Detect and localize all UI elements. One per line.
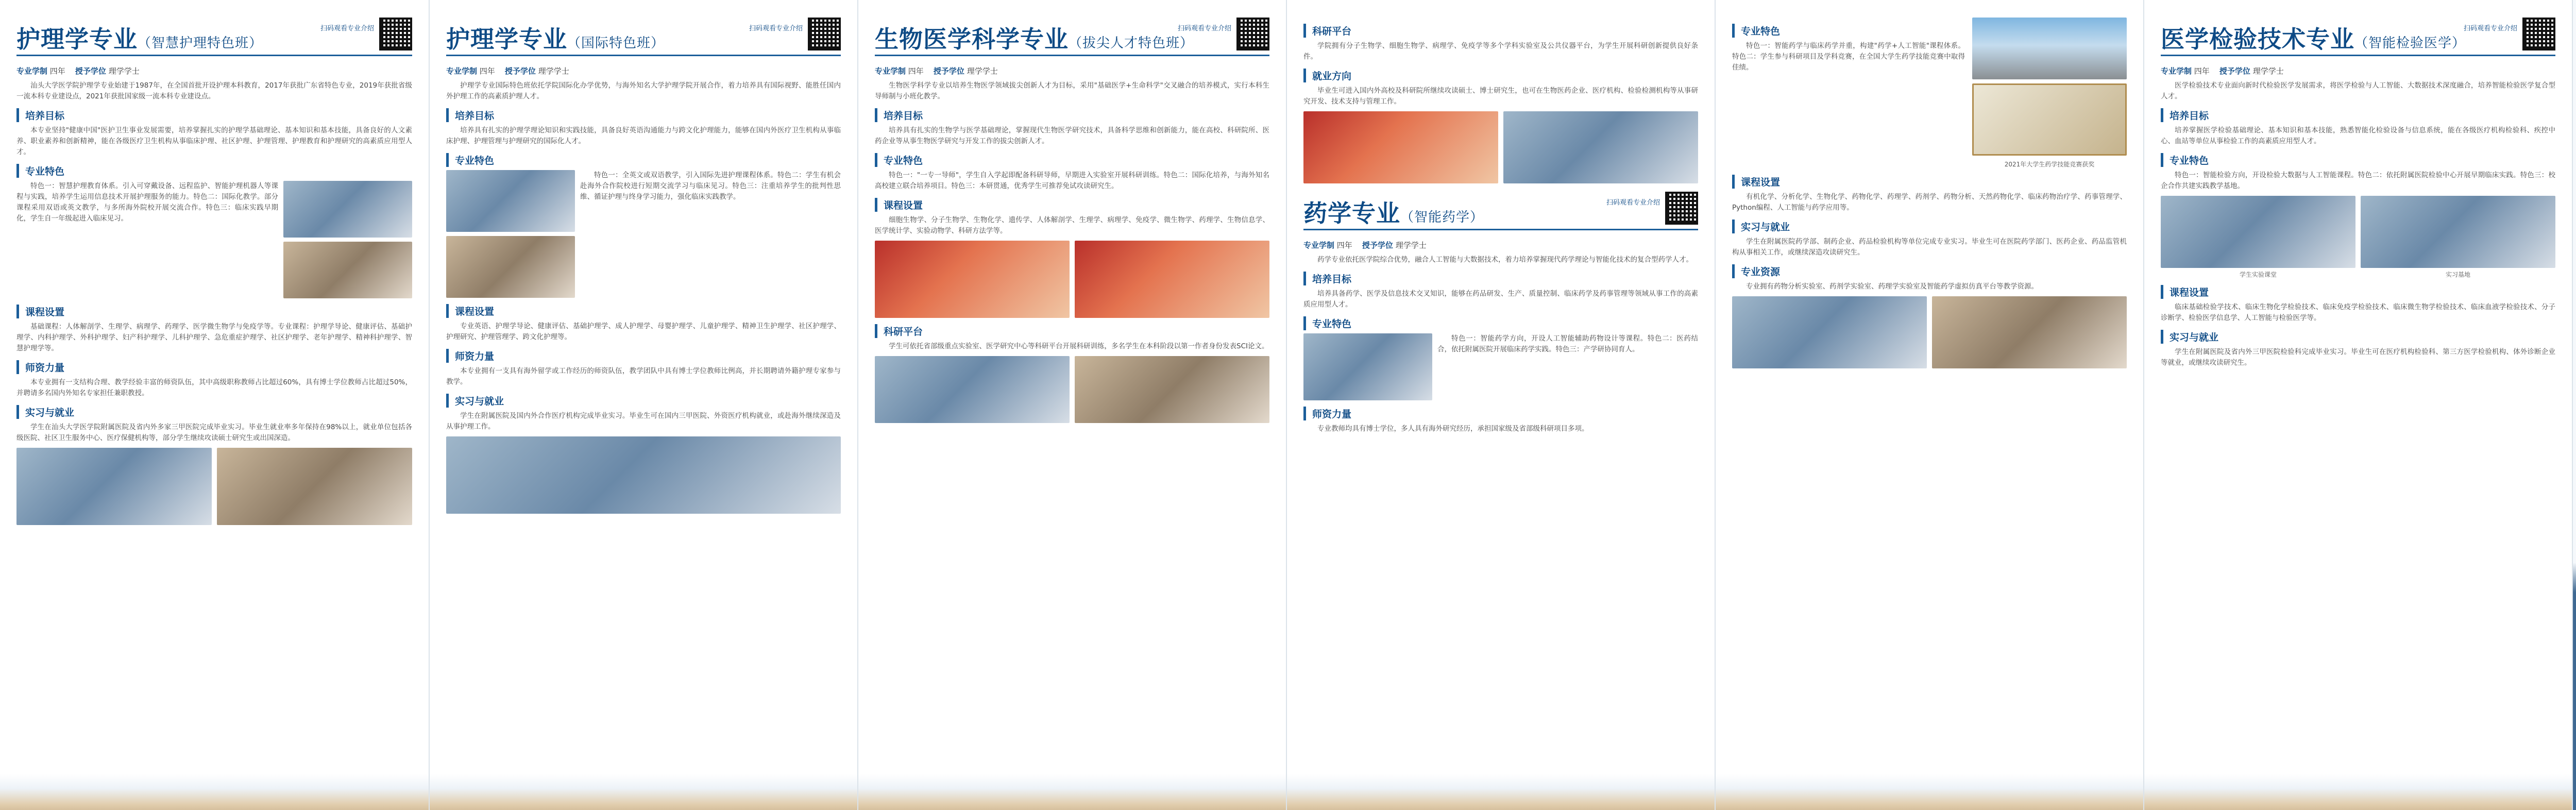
intro-text: 医学检验技术专业面向新时代检验医学发展需求，将医学检验与人工智能、大数据技术深度融合，培养智能检验医学复合型人才。 bbox=[2161, 81, 2555, 100]
panel-pharmacy-continued bbox=[1715, 0, 2143, 810]
section-title: 专业特色 bbox=[1303, 316, 1698, 330]
section-title: 科研平台 bbox=[1303, 24, 1698, 38]
section-text: 基础课程：人体解剖学、生理学、病理学、药理学、医学微生物学与免疫学等。专业课程：护理学导论、健康评估、基础护理学、内科护理学、外科护理学、妇产科护理学、儿科护理学、急危重症护理学、社区护理学、老年护理学、精神科护理学、智慧护理学等。 bbox=[16, 323, 412, 352]
section-text: 学生在汕头大学医学院附属医院及省内外多家三甲医院完成毕业实习。毕业生就业率多年保持在98%以上，就业单位包括各级医院、社区卫生服务中心、医疗保健机构等，部分学生继续攻读硕士研究生或出国深造。 bbox=[16, 423, 412, 442]
section-text: 专业英语、护理学导论、健康评估、基础护理学、成人护理学、母婴护理学、儿童护理学、精神卫生护理学、社区护理学、护理研究、护理管理学、跨文化护理等。 bbox=[446, 322, 841, 341]
decorative-wave bbox=[1716, 774, 2143, 810]
section-text: 培养具备药学、医学及信息技术交叉知识，能够在药品研发、生产、质量控制、临床药学及药事管理等领域从事工作的高素质应用型人才。 bbox=[1303, 290, 1698, 309]
section-text: 培养具有扎实的生物学与医学基础理论，掌握现代生物医学研究技术，具备科学思维和创新能力，能在高校、科研院所、医药企业等从事生物医学研究与开发工作的拔尖创新人才。 bbox=[875, 126, 1269, 145]
major-header bbox=[2161, 18, 2555, 56]
meta-value: 四年 bbox=[2194, 66, 2210, 76]
qr-caption: 扫码观看专业介绍 bbox=[2463, 25, 2517, 32]
section-title: 专业特色 bbox=[16, 164, 412, 178]
section-title: 培养目标 bbox=[1303, 272, 1698, 285]
photo-instrument bbox=[1503, 111, 1698, 183]
section-title: 师资力量 bbox=[446, 349, 841, 363]
intro-text: 生物医学科学专业以培养生物医学领域拔尖创新人才为目标，采用"基础医学+生命科学"交叉融合的培养模式，实行本科生导师制与小班化教学。 bbox=[875, 81, 1269, 100]
panel-biomedical bbox=[857, 0, 1286, 810]
section-title: 课程设置 bbox=[446, 304, 841, 318]
meta-label: 专业学制 bbox=[1303, 241, 1335, 250]
qr-caption: 扫码观看专业介绍 bbox=[1177, 25, 1231, 32]
major-title bbox=[875, 21, 1194, 55]
meta-value: 理学学士 bbox=[2252, 66, 2284, 76]
panel-lab-medicine bbox=[2143, 0, 2572, 810]
major-title bbox=[2161, 21, 2466, 55]
major-header bbox=[1303, 192, 1698, 230]
qr-caption: 扫码观看专业介绍 bbox=[1606, 199, 1660, 207]
section-text: 有机化学、分析化学、生物化学、药物化学、药理学、药剂学、药物分析、天然药物化学、临床药物治疗学、药事管理学、Python编程、人工智能与药学应用等。 bbox=[1732, 193, 2127, 212]
meta-line bbox=[1303, 240, 1698, 250]
section-title: 专业特色 bbox=[875, 153, 1269, 167]
photo-classroom bbox=[283, 242, 412, 298]
section-title: 专业特色 bbox=[446, 153, 841, 167]
panel-cover bbox=[2572, 0, 2576, 810]
section-title: 培养目标 bbox=[2161, 108, 2555, 122]
section-text: 临床基础检验学技术、临床生物化学检验技术、临床免疫学检验技术、临床微生物学检验技术、临床血液学检验技术、分子诊断学、检验医学信息学、人工智能与检验医学等。 bbox=[2161, 303, 2555, 322]
decorative-wave bbox=[0, 774, 429, 810]
section-text: 特色一："一专一导师"，学生自入学起即配备科研导师，早期进入实验室开展科研训练。特色二：国际化培养，与海外知名高校建立联合培养项目。特色三：本研贯通，优秀学生可推荐免试攻读研究生。 bbox=[875, 171, 1269, 190]
photo-caption: 实习基地 bbox=[2445, 271, 2470, 278]
meta-label: 授予学位 bbox=[1362, 241, 1393, 250]
section-title: 培养目标 bbox=[446, 108, 841, 122]
meta-value: 四年 bbox=[479, 66, 495, 76]
major-name: 护理学专业 bbox=[16, 25, 138, 53]
photo-competition bbox=[875, 241, 1070, 318]
qr-caption: 扫码观看专业介绍 bbox=[320, 25, 374, 32]
qr-code[interactable] bbox=[2522, 18, 2555, 50]
major-title bbox=[16, 21, 263, 55]
section-title: 实习与就业 bbox=[16, 405, 412, 419]
section-title: 实习与就业 bbox=[446, 394, 841, 408]
major-name: 生物医学科学专业 bbox=[875, 25, 1069, 53]
campus-building-illustration bbox=[2573, 563, 2576, 810]
section-text: 学生在附属医院药学部、制药企业、药品检验机构等单位完成专业实习。毕业生可在医院药学部门、医药企业、药品监管机构从事相关工作，或继续深造攻读研究生。 bbox=[1732, 238, 2127, 257]
photo-award bbox=[1075, 241, 1269, 318]
major-header bbox=[446, 18, 841, 56]
section-text: 本专业坚持"健康中国"医护卫生事业发展需要，培养掌握扎实的护理学基础理论、基本知识和基本技能，具备良好的人文素养、职业素养和创新精神，能在各级医疗卫生机构从事临床护理、社区护理、护理管理、护理教育和护理研究的高素质应用型人才。 bbox=[16, 126, 412, 156]
section-text: 专业教师均具有博士学位，多人具有海外研究经历，承担国家级及省部级科研项目多项。 bbox=[1317, 425, 1589, 433]
panel-nursing-smart bbox=[0, 0, 429, 810]
section-text: 学院拥有分子生物学、细胞生物学、病理学、免疫学等多个学科实验室及公共仪器平台，为学生开展科研创新提供良好条件。 bbox=[1303, 42, 1698, 61]
photo-exchange bbox=[446, 170, 575, 232]
qr-code[interactable] bbox=[1236, 18, 1269, 50]
section-text: 细胞生物学、分子生物学、生物化学、遗传学、人体解剖学、生理学、病理学、免疫学、微生物学、药理学、生物信息学、医学统计学、实验动物学、科研方法学等。 bbox=[875, 216, 1269, 235]
meta-value: 四年 bbox=[1336, 241, 1352, 250]
section-title: 培养目标 bbox=[875, 108, 1269, 122]
section-title: 专业特色 bbox=[1732, 24, 1965, 38]
meta-line bbox=[16, 65, 412, 76]
section-title: 课程设置 bbox=[2161, 285, 2555, 299]
qr-code[interactable] bbox=[379, 18, 412, 50]
section-title: 培养目标 bbox=[16, 108, 412, 122]
meta-line bbox=[2161, 65, 2555, 76]
section-text: 特色一：智能药学方向，开设人工智能辅助药物设计等课程。特色二：医药结合，依托附属医院开展临床药学实践。特色三：产学研协同育人。 bbox=[1437, 334, 1698, 353]
photo-research bbox=[875, 356, 1070, 423]
meta-label: 授予学位 bbox=[75, 66, 106, 76]
section-title: 实习与就业 bbox=[2161, 330, 2555, 344]
major-name: 药学专业 bbox=[1303, 199, 1400, 227]
section-text: 专业拥有药物分析实验室、药剂学实验室、药理学实验室及智能药学虚拟仿真平台等教学资源。 bbox=[1746, 282, 2038, 291]
photo-practice bbox=[1932, 296, 2127, 368]
meta-line bbox=[446, 65, 841, 76]
photo-pharmacy-lab bbox=[1303, 333, 1432, 400]
panel-pharmacy bbox=[1286, 0, 1715, 810]
section-title: 专业资源 bbox=[1732, 264, 2127, 278]
intro-text: 护理学专业国际特色班依托学院国际化办学优势，与海外知名大学护理学院开展合作，着力培养具有国际视野、能胜任国内外护理工作的高素质护理人才。 bbox=[446, 81, 841, 100]
major-title bbox=[1303, 195, 1484, 229]
meta-line bbox=[875, 65, 1269, 76]
major-tag: （国际特色班） bbox=[567, 36, 665, 51]
meta-label: 专业学制 bbox=[16, 66, 48, 76]
photo-ceremony bbox=[1303, 111, 1498, 183]
meta-label: 专业学制 bbox=[2161, 66, 2192, 76]
meta-value: 理学学士 bbox=[108, 66, 140, 76]
section-text: 本专业拥有一支具有海外留学或工作经历的师资队伍，教学团队中具有博士学位教师比例高，并长期聘请外籍护理专家参与教学。 bbox=[446, 367, 841, 386]
section-title: 课程设置 bbox=[16, 305, 412, 318]
photo-caption: 学生实验课堂 bbox=[2239, 271, 2277, 278]
section-text: 培养具有扎实的护理学理论知识和实践技能，具备良好英语沟通能力与跨文化护理能力，能够在国内外医疗卫生机构从事临床护理、护理管理与护理研究的国际化人才。 bbox=[446, 126, 841, 145]
qr-code[interactable] bbox=[1665, 192, 1698, 225]
section-title: 师资力量 bbox=[16, 360, 412, 374]
major-title bbox=[446, 21, 665, 55]
photo-student-lab bbox=[2161, 196, 2355, 268]
section-title: 科研平台 bbox=[875, 324, 1269, 338]
meta-label: 专业学制 bbox=[875, 66, 906, 76]
photo-caption: 2021年大学生药学技能竞赛获奖 bbox=[2004, 161, 2095, 168]
section-text: 学生可依托省部级重点实验室、医学研究中心等科研平台开展科研训练，多名学生在本科阶段以第一作者身份发表SCI论文。 bbox=[889, 342, 1269, 350]
section-title: 实习与就业 bbox=[1732, 220, 2127, 233]
section-text: 特色一：智慧护理教育体系。引入可穿戴设备、远程监护、智能护理机器人等课程与实践，培养学生运用信息技术开展护理服务的能力。特色二：国际化教学。部分课程采用双语或英文教学，与多所海外院校开展交流合作。特色三：临床实践早期化，学生自一年级起进入临床见习。 bbox=[16, 182, 278, 223]
major-tag: （智能药学） bbox=[1400, 210, 1484, 225]
section-text: 特色一：全英文或双语教学，引入国际先进护理课程体系。特色二：学生有机会赴海外合作院校进行短期交流学习与临床见习。特色三：注重培养学生的批判性思维、循证护理与终身学习能力，强化临床实践教学。 bbox=[580, 171, 841, 201]
section-title: 就业方向 bbox=[1303, 69, 1698, 82]
qr-code[interactable] bbox=[808, 18, 841, 50]
meta-value: 四年 bbox=[49, 66, 65, 76]
photo-training bbox=[16, 448, 212, 525]
major-tag: （智慧护理特色班） bbox=[138, 36, 263, 51]
section-text: 学生在附属医院及省内外三甲医院检验科完成毕业实习。毕业生可在医疗机构检验科、第三方医学检验机构、体外诊断企业等就业，或继续攻读研究生。 bbox=[2161, 348, 2555, 367]
section-text: 本专业拥有一支结构合理、教学经验丰富的师资队伍，其中高级职称教师占比超过60%，具有博士学位教师占比超过50%，并聘请多名国内外知名专家担任兼职教授。 bbox=[16, 378, 412, 397]
meta-value: 四年 bbox=[908, 66, 924, 76]
meta-value: 理学学士 bbox=[967, 66, 998, 76]
meta-label: 专业学制 bbox=[446, 66, 478, 76]
panel-nursing-intl bbox=[429, 0, 857, 810]
photo-building bbox=[1972, 18, 2127, 79]
section-text: 特色一：智能检验方向，开设检验大数据与人工智能课程。特色二：依托附属医院检验中心开展早期临床实践。特色三：校企合作共建实践教学基地。 bbox=[2161, 171, 2555, 190]
photo-ward bbox=[217, 448, 412, 525]
section-text: 毕业生可进入国内外高校及科研院所继续攻读硕士、博士研究生，也可在生物医药企业、医疗机构、检验检测机构等从事研究开发、技术支持与管理工作。 bbox=[1303, 87, 1698, 106]
meta-value: 理学学士 bbox=[538, 66, 569, 76]
photo-team bbox=[1075, 356, 1269, 423]
photo-analysis-lab bbox=[1732, 296, 1927, 368]
section-text: 特色一：智能药学与临床药学并重，构建"药学+人工智能"课程体系。特色二：学生参与科研项目及学科竞赛，在全国大学生药学技能竞赛中取得佳绩。 bbox=[1732, 42, 1965, 72]
section-text: 培养掌握医学检验基础理论、基本知识和基本技能，熟悉智能化检验设备与信息系统，能在各级医疗机构检验科、疾控中心、血站等单位从事检验工作的高素质应用型人才。 bbox=[2161, 126, 2555, 145]
section-title: 课程设置 bbox=[875, 198, 1269, 212]
decorative-wave bbox=[430, 774, 857, 810]
major-name: 医学检验技术专业 bbox=[2161, 25, 2354, 53]
major-header bbox=[16, 18, 412, 56]
meta-value: 理学学士 bbox=[1395, 241, 1427, 250]
section-title: 师资力量 bbox=[1303, 407, 1698, 420]
major-tag: （拔尖人才特色班） bbox=[1069, 36, 1194, 51]
photo-lecture bbox=[446, 236, 575, 298]
major-header bbox=[875, 18, 1269, 56]
qr-caption: 扫码观看专业介绍 bbox=[749, 25, 803, 32]
photo-internship bbox=[2361, 196, 2555, 268]
meta-label: 授予学位 bbox=[2219, 66, 2250, 76]
section-title: 专业特色 bbox=[2161, 153, 2555, 167]
decorative-wave bbox=[1287, 774, 1715, 810]
section-text: 学生在附属医院及国内外合作医疗机构完成毕业实习。毕业生可在国内三甲医院、外资医疗机构就业，或赴海外继续深造及从事护理工作。 bbox=[446, 412, 841, 431]
decorative-wave bbox=[858, 774, 1286, 810]
meta-label: 授予学位 bbox=[933, 66, 964, 76]
section-title: 课程设置 bbox=[1732, 175, 2127, 189]
intro-text: 药学专业依托医学院综合优势，融合人工智能与大数据技术，着力培养掌握现代药学理论与智能化技术的复合型药学人才。 bbox=[1317, 256, 1693, 264]
major-tag: （智能检验医学） bbox=[2354, 36, 2466, 51]
photo-simulation bbox=[446, 436, 841, 514]
photo-certificate bbox=[1972, 83, 2127, 156]
meta-label: 授予学位 bbox=[504, 66, 536, 76]
photo-lab bbox=[283, 181, 412, 238]
intro-text: 汕头大学医学院护理学专业始建于1987年，在全国首批开设护理本科教育，2017年获批广东省特色专业，2019年获批省级一流本科专业建设点，2021年获批国家级一流本科专业建设点。 bbox=[16, 81, 412, 100]
major-name: 护理学专业 bbox=[446, 25, 567, 53]
decorative-wave bbox=[2144, 774, 2572, 810]
